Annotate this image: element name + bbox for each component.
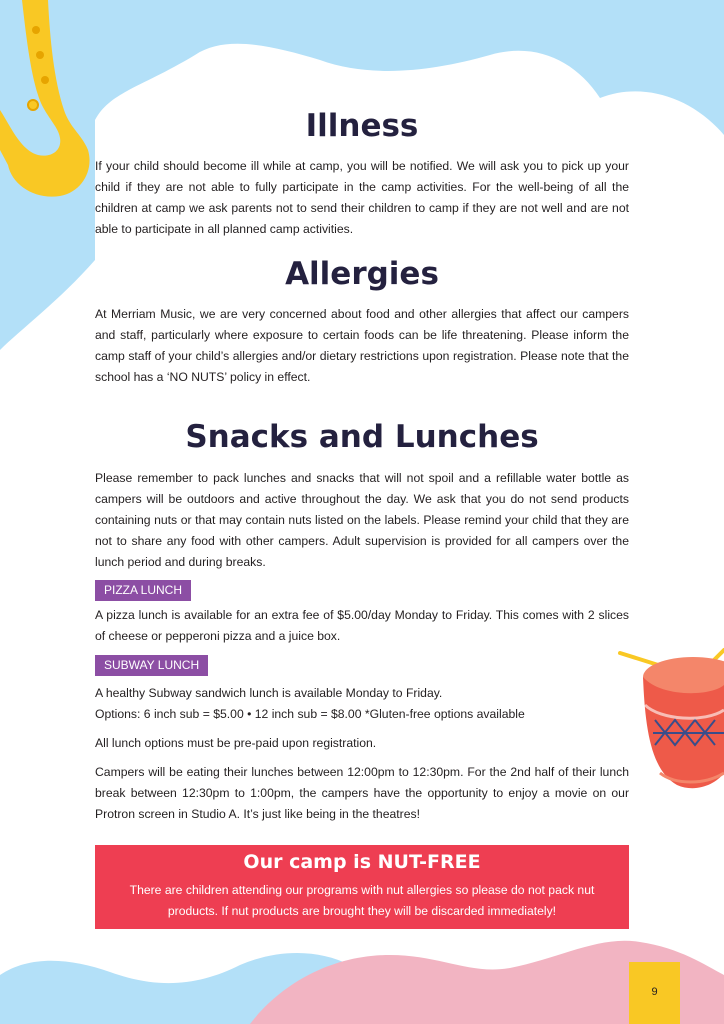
pizza-lunch-tag: PIZZA LUNCH [95, 580, 191, 601]
page-number-box [629, 962, 680, 1024]
prepaid-paragraph: All lunch options must be pre-paid upon registration. [95, 736, 377, 750]
subway-lunch-tag: SUBWAY LUNCH [95, 655, 208, 676]
subway-line-1: A healthy Subway sandwich lunch is available Monday to Friday. [95, 686, 443, 700]
page-number: 9 [651, 986, 658, 998]
illness-heading: Illness [305, 108, 419, 144]
drum-icon [615, 645, 724, 795]
illness-paragraph: If your child should become ill while at camp, you will be notified. We will ask you to pick up your child if they are not able to fully participate in the camp activities. For the well-being of all the children at camp we ask parents not to send their children to camp if they are not well and are not able to participate in all planned camp activities. [95, 159, 629, 236]
nut-free-callout [95, 845, 629, 929]
allergies-paragraph: At Merriam Music, we are very concerned about food and other allergies that affect our campers and staff, particularly where exposure to certain foods can be life threatening. Please inform the camp staff of your child’s allergies and/or dietary restrictions upon registration. Please note that the school has a ‘NO NUTS’ policy in effect. [95, 307, 629, 384]
snacks-heading: Snacks and Lunches [185, 419, 539, 455]
lunch-schedule-paragraph: Campers will be eating their lunches between 12:00pm to 12:30pm. For the 2nd half of their lunch break between 12:30pm to 1:00pm, the campers have the opportunity to enjoy a movie on our Protron screen in Studio A. It’s just like being in the theatres! [95, 765, 629, 821]
subway-line-2: Options: 6 inch sub = $5.00 • 12 inch sub = $8.00 *Gluten-free options available [95, 707, 525, 721]
snacks-intro-paragraph: Please remember to pack lunches and snacks that will not spoil and a refillable water bottle as campers will be outdoors and active throughout the day. We ask that you do not send products containing nuts or that may contain nuts listed on the labels. Please remind your child that they are not to share any food with other campers. Adult supervision is provided for all campers over the lunch period and during breaks. [95, 471, 629, 569]
allergies-heading: Allergies [285, 256, 439, 292]
nut-free-body: There are children attending our programs with nut allergies so please do not pack nut products. If nut products are brought they will be discarded immediately! [129, 883, 595, 918]
pizza-lunch-paragraph: A pizza lunch is available for an extra fee of $5.00/day Monday to Friday. This comes with 2 slices of cheese or pepperoni pizza and a juice box. [95, 608, 629, 643]
saxophone-icon [0, 0, 95, 200]
nut-free-title: Our camp is NUT-FREE [243, 851, 481, 873]
